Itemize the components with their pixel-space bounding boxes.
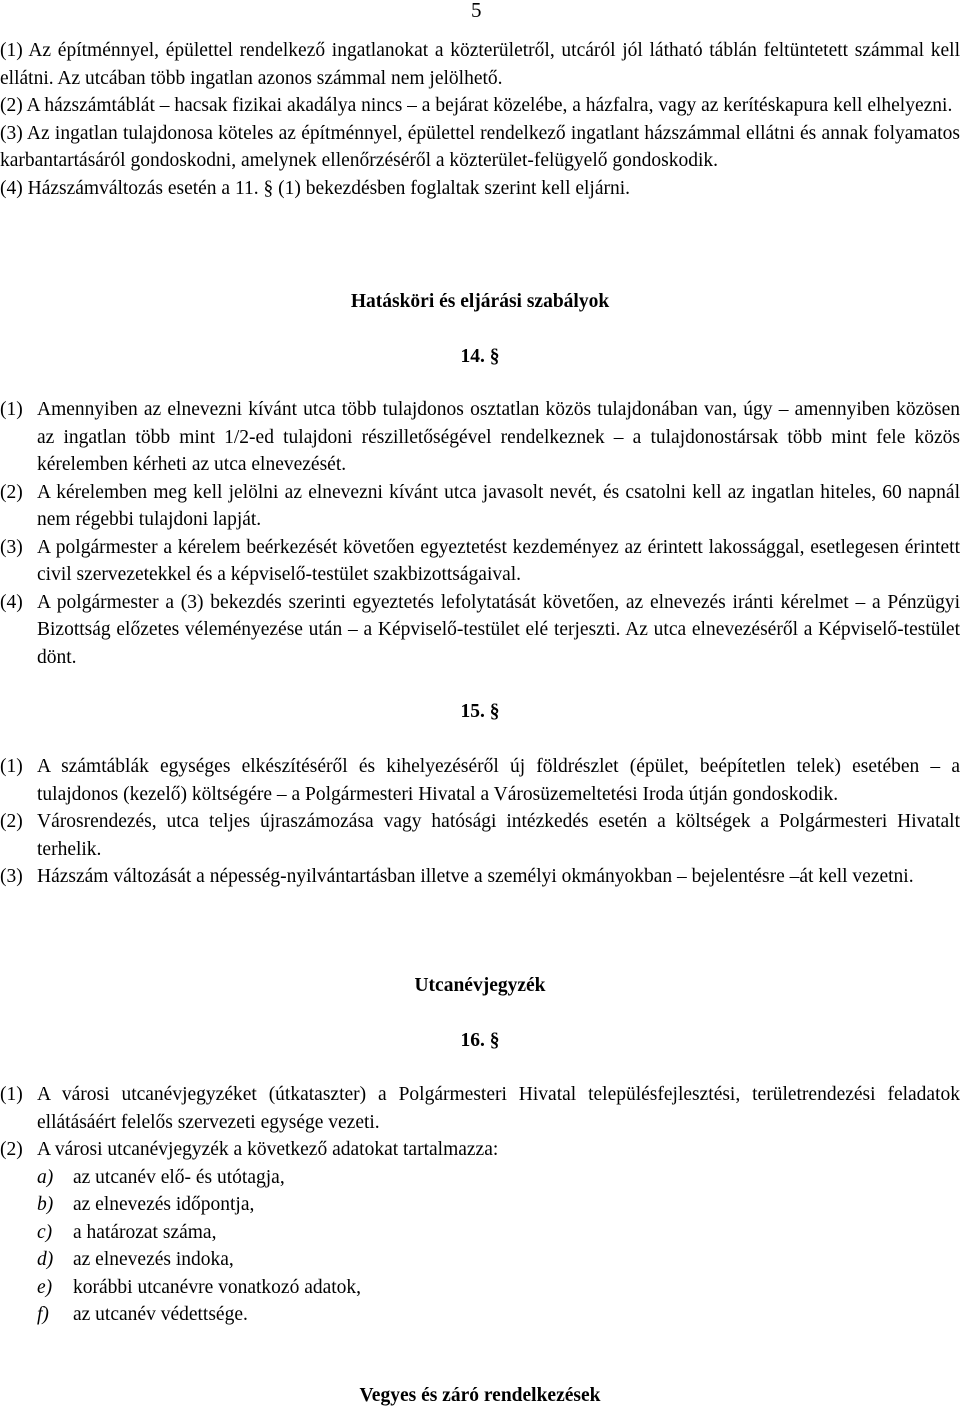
paragraph-number: (1) — [0, 1084, 23, 1105]
page-number: 5 — [471, 0, 482, 22]
list-letter: a) — [37, 1166, 54, 1188]
paragraph-13-4: (4) Házszámváltozás esetén a 11. § (1) bekezdésben foglaltak szerint kell eljárni. — [0, 177, 631, 199]
paragraph-text: Városrendezés, utca teljes újraszámozása vagy hatósági intézkedés esetén a költségek a Polgármesteri Hivatalt terhelik. — [37, 811, 960, 860]
paragraph-16-2 — [0, 1136, 960, 1164]
paragraph-number: (1) — [0, 399, 23, 420]
list-item-f — [0, 1301, 960, 1329]
paragraph-text: A városi utcanévjegyzék a következő adatokat tartalmazza: — [37, 1139, 499, 1160]
heading-hataskori: Hatásköri és eljárási szabályok — [350, 291, 610, 312]
paragraph-number: (4) — [0, 591, 23, 613]
paragraph-13-3: (3) Az ingatlan tulajdonosa köteles az építménnyel, épülettel rendelkező ingatlant házszámmal ellátni és annak folyamatos karbantartásáról gondoskodni, amelynek ellenőrzéséről a közterület-felügyelő gondoskodik. — [0, 122, 960, 171]
section-15-paragraphs — [0, 753, 960, 891]
paragraph-15-3 — [0, 863, 960, 891]
list-text: az elnevezés időpontja, — [73, 1194, 255, 1215]
list-item-e — [0, 1274, 960, 1302]
list-item-b — [0, 1191, 960, 1219]
list-text: a határozat száma, — [73, 1221, 217, 1243]
section-13-paragraphs — [0, 37, 960, 202]
list-letter: e) — [37, 1276, 53, 1298]
paragraph-16-1 — [0, 1081, 960, 1136]
list-text: az utcanév védettsége. — [73, 1304, 248, 1325]
paragraph-text: A polgármester a kérelem beérkezését követően egyeztetést kezdeményez az érintett lakossággal, esetlegesen érintett civil szervezetekkel és a képviselő-testület szakbizottságaival. — [37, 536, 960, 585]
heading-utcanevjegyzek: Utcanévjegyzék — [414, 975, 546, 996]
list-text: az utcanév elő- és utótagja, — [73, 1166, 285, 1188]
list-letter: f) — [37, 1304, 49, 1325]
section-15-number: 15. § — [460, 701, 500, 722]
paragraph-text: A számtáblák egységes elkészítéséről és kihelyezéséről új földrészlet (épület, beépítetlen telek) esetében – a tulajdonos (kezelő) költségére – a Polgármesteri Hivatal a Városüzemeltetési Iroda útján gondoskodik. — [37, 756, 960, 805]
list-item-d — [0, 1246, 960, 1274]
paragraph-text: Házszám változását a népesség-nyilvántartásban illetve a személyi okmányokban – bejelentésre –át kell vezetni. — [37, 866, 914, 887]
paragraph-14-1 — [0, 396, 960, 479]
paragraph-number: (3) — [0, 536, 23, 558]
list-text: korábbi utcanévre vonatkozó adatok, — [73, 1276, 362, 1298]
section-14-number: 14. § — [460, 346, 500, 367]
section-16-number: 16. § — [460, 1030, 500, 1051]
paragraph-14-3 — [0, 534, 960, 589]
paragraph-text: A kérelemben meg kell jelölni az elnevezni kívánt utca javasolt nevét, és csatolni kell az ingatlan hiteles, 60 napnál nem régebbi tulajdoni lapját. — [37, 481, 960, 530]
paragraph-number: (3) — [0, 866, 23, 887]
paragraph-13-1: (1) Az építménnyel, épülettel rendelkező ingatlanokat a közterületről, utcáról jól látható táblán feltüntetett számmal kell ellátni. Az utcában több ingatlan azonos számmal nem jelölhető. — [0, 40, 960, 89]
heading-vegyes-es-zaro: Vegyes és záró rendelkezések — [359, 1385, 601, 1406]
paragraph-14-4 — [0, 589, 960, 672]
list-letter: c) — [37, 1221, 53, 1243]
paragraph-number: (1) — [0, 756, 23, 777]
section-14-paragraphs — [0, 396, 960, 671]
paragraph-13-2: (2) A házszámtáblát – hacsak fizikai akadálya nincs – a bejárat közelébe, a házfalra, vagy az kerítéskapura kell elhelyezni. — [0, 95, 953, 116]
paragraph-text: Amennyiben az elnevezni kívánt utca több tulajdonos osztatlan közös tulajdonában van, úgy – amennyiben közösen az ingatlan több mint 1/2-ed tulajdoni részilletőségével rendelkeznek – a tulajdonostársak több mint fele közös kérelemben kérheti az utca elnevezését. — [37, 399, 960, 475]
paragraph-number: (2) — [0, 1139, 23, 1160]
section-16-paragraphs — [0, 1081, 960, 1329]
list-item-a — [0, 1164, 960, 1192]
paragraph-number: (2) — [0, 811, 23, 832]
list-item-c — [0, 1219, 960, 1247]
list-letter: b) — [37, 1194, 54, 1215]
paragraph-15-1 — [0, 753, 960, 808]
paragraph-text: A városi utcanévjegyzéket (útkataszter) a Polgármesteri Hivatal településfejlesztési, területrendezési feladatok ellátásáért felelős szervezeti egysége vezeti. — [37, 1084, 960, 1133]
paragraph-14-2 — [0, 479, 960, 534]
paragraph-text: A polgármester a (3) bekezdés szerinti egyeztetés lefolytatását követően, az elnevezés iránti kérelmet – a Pénzügyi Bizottság előzetes véleményezése után – a Képviselő-testület elé terjeszti. Az utca elnevezéséről a Képviselő-testület dönt. — [37, 591, 960, 668]
list-text: az elnevezés indoka, — [73, 1249, 234, 1270]
list-letter: d) — [37, 1249, 54, 1270]
paragraph-number: (2) — [0, 481, 23, 503]
paragraph-15-2 — [0, 808, 960, 863]
